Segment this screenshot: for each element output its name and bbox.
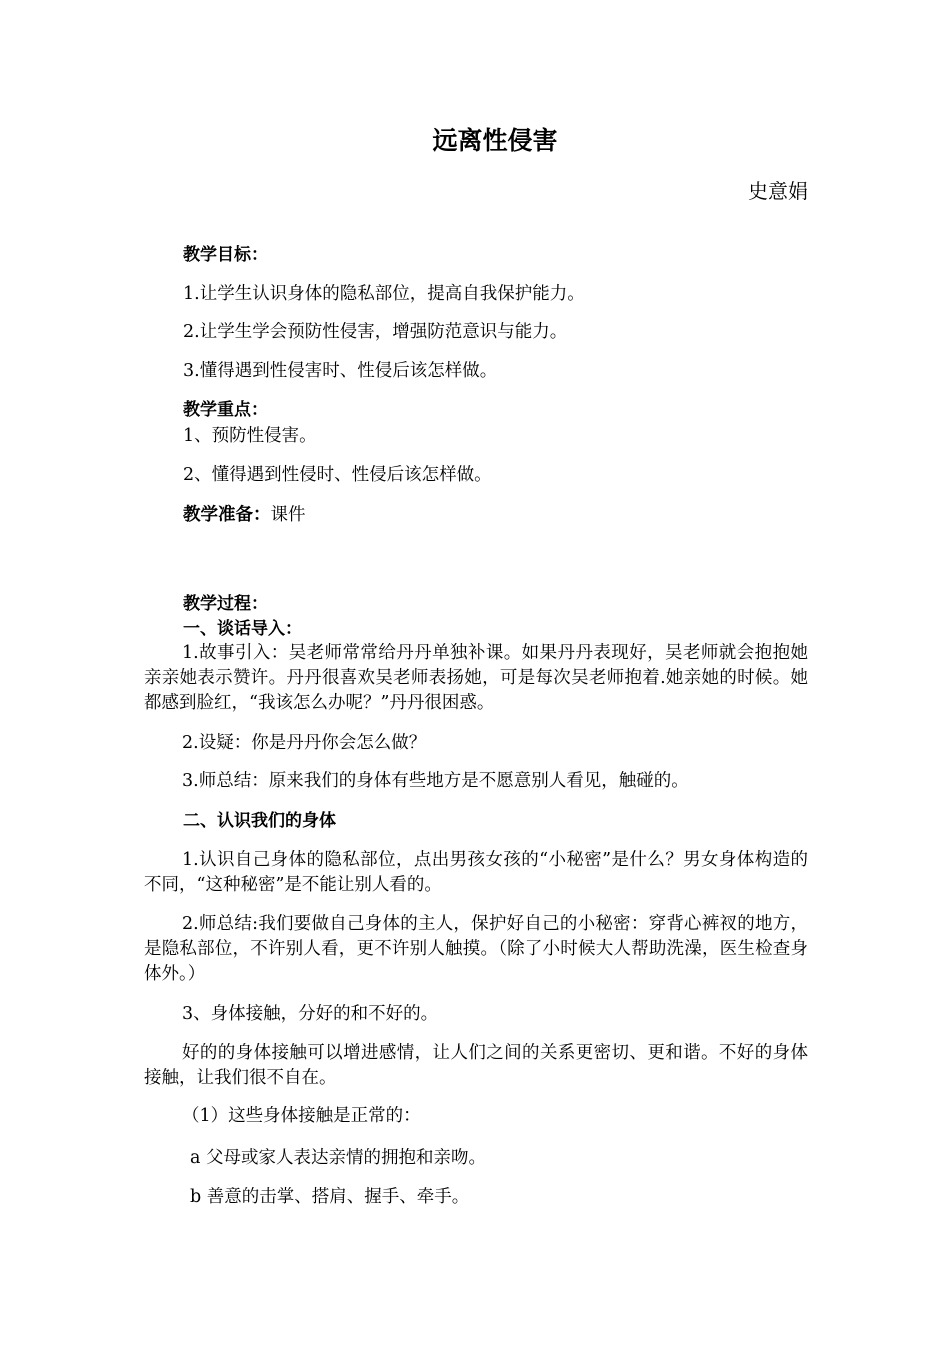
key-points-heading: 教学重点： — [183, 400, 268, 420]
prep-value: 课件 — [270, 505, 306, 525]
goal-item-3: 3.懂得遇到性侵害时、性侵后该怎样做。 — [183, 361, 498, 381]
section1-heading: 一、谈话导入： — [183, 619, 302, 639]
section2-paragraph-2: 2.师总结:我们要做自己身体的主人，保护好自己的小秘密：穿背心裤衩的地方，是隐私部位，不许别人看，更不许别人触摸。（除了小时候大人帮助洗澡，医生检查身体外。） — [144, 914, 808, 984]
section2-paragraph-5: （1）这些身体接触是正常的： — [182, 1106, 421, 1126]
prep-heading: 教学准备： — [183, 505, 271, 525]
key-point-item-2: 2、懂得遇到性侵时、性侵后该怎样做。 — [183, 465, 492, 485]
document-title: 远离性侵害 — [432, 126, 558, 155]
section1-paragraph-2: 2.设疑：你是丹丹你会怎么做？ — [182, 733, 427, 753]
section2-heading: 二、认识我们的身体 — [183, 811, 336, 831]
section2-paragraph-3: 3、身体接触，分好的和不好的。 — [182, 1004, 439, 1024]
key-point-item-1: 1、预防性侵害。 — [183, 426, 317, 446]
prep-line — [183, 503, 306, 528]
section2-paragraph-4: 好的的身体接触可以增进感情，让人们之间的关系更密切、更和谐。不好的身体接触，让我们很不自在。 — [144, 1043, 808, 1088]
section2-paragraph-1: 1.认识自己身体的隐私部位，点出男孩女孩的“小秘密”是什么？男女身体构造的不同，“这种秘密”是不能让别人看的。 — [144, 850, 808, 895]
goals-heading: 教学目标： — [183, 245, 268, 265]
section2-list-item-a: a 父母或家人表达亲情的拥抱和亲吻。 — [190, 1148, 486, 1168]
goal-item-2: 2.让学生学会预防性侵害，增强防范意识与能力。 — [183, 322, 568, 342]
author-name: 史意娟 — [748, 179, 808, 203]
section1-paragraph-3: 3.师总结：原来我们的身体有些地方是不愿意别人看见，触碰的。 — [182, 771, 689, 791]
section2-list-item-b: b 善意的击掌、搭肩、握手、牵手。 — [190, 1187, 470, 1207]
goal-item-1: 1.让学生认识身体的隐私部位，提高自我保护能力。 — [183, 284, 585, 304]
section1-paragraph-1: 1.故事引入：吴老师常常给丹丹单独补课。如果丹丹表现好，吴老师就会抱抱她亲亲她表示赞许。丹丹很喜欢吴老师表扬她，可是每次吴老师抱着.她亲她的时候。她都感到脸红，“我该怎么办呢？”丹丹很困惑。 — [144, 643, 808, 713]
process-heading: 教学过程： — [183, 594, 268, 614]
